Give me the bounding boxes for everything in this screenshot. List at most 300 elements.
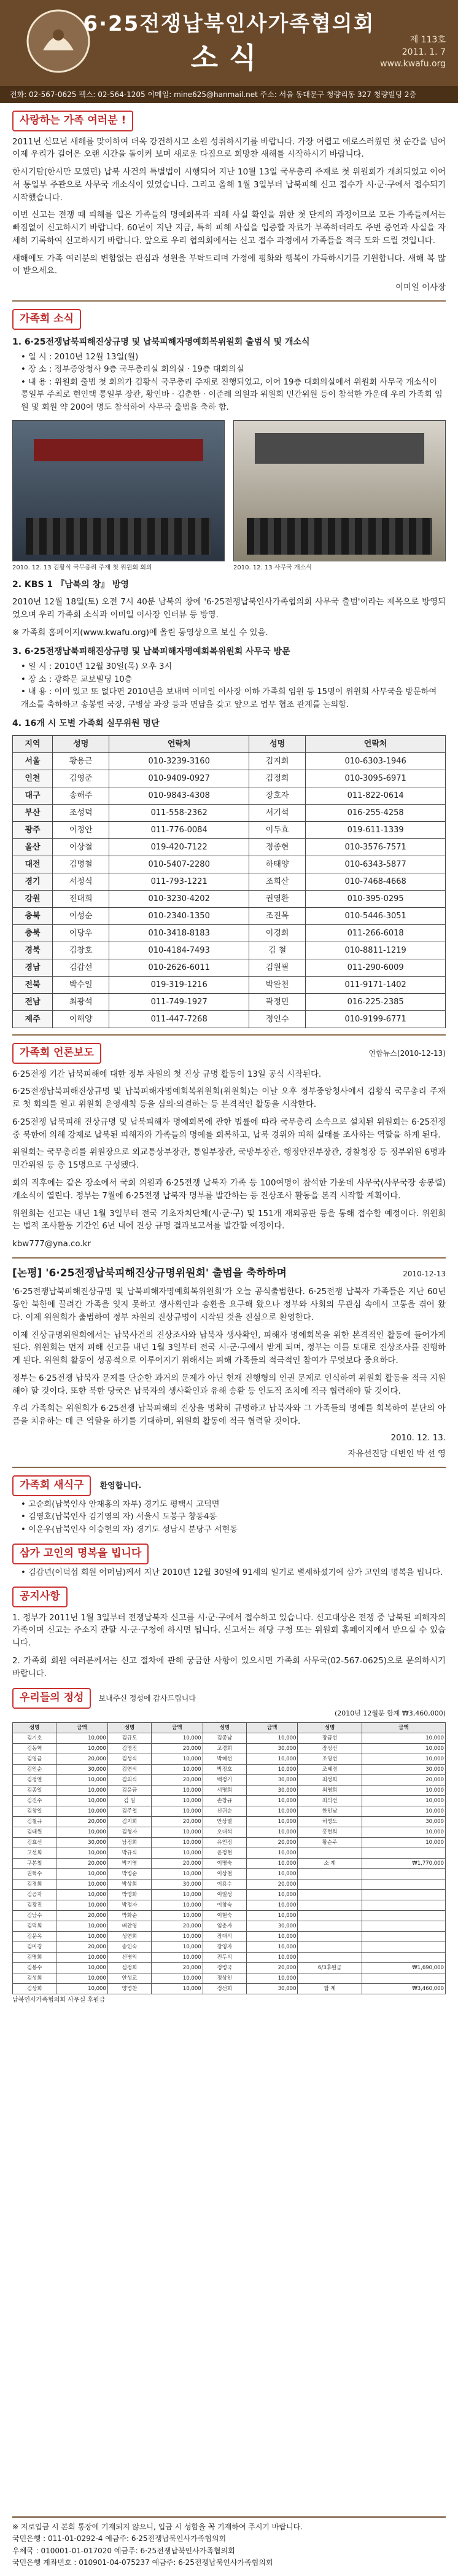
notice-item: 1. 정부가 2011년 1월 3일부터 전쟁납북자 신고를 시·군·구에서 접수하고 있습니다. 신고대상은 전쟁 중 납북된 피해자의 가족이며 신고는 주소지 관할 시·군·구청에 하시면 됩니다. 신고서는 해당 구청 또는 위원회 홈페이지에서 받으실 수 있습니다. — [12, 1613, 446, 1649]
amount-cell: 10,000 — [246, 1953, 298, 1963]
press-title: 가족회 언론보도 — [12, 1043, 101, 1064]
donor-name-cell: 임춘자 — [203, 1921, 246, 1932]
table-row — [13, 1817, 446, 1827]
table-cell: 박수일 — [53, 977, 109, 994]
donor-name-cell: 정상인 — [203, 1973, 246, 1984]
table-header: 연락처 — [306, 736, 446, 753]
amount-cell: 10,000 — [246, 1806, 298, 1817]
donor-name-cell — [298, 1932, 362, 1942]
table-row — [13, 925, 446, 942]
table-cell: 011-822-0614 — [306, 787, 446, 805]
table-row — [13, 1786, 446, 1796]
region-cell: 대구 — [13, 787, 53, 805]
table-row — [13, 1796, 446, 1806]
table-row — [13, 1754, 446, 1765]
donor-name-cell: 정선희 — [203, 1984, 246, 1994]
table-cell: 조성덕 — [53, 805, 109, 822]
table-row — [13, 1984, 446, 1994]
news-title: 가족회 소식 — [12, 309, 81, 330]
donor-name-cell: 김문옥 — [13, 1932, 56, 1942]
table-cell: 김영준 — [53, 770, 109, 787]
region-cell: 인천 — [13, 770, 53, 787]
footer-line: ※ 지로입금 시 본회 통장에 기재되지 않으니, 입금 시 성함을 꼭 기재하여 주시기 바랍니다. — [12, 2523, 303, 2532]
donor-name-cell — [298, 1953, 362, 1963]
donor-name-cell: 김경희 — [13, 1879, 56, 1890]
issue-date: 2011. 1. 7 — [402, 47, 446, 57]
region-cell: 전북 — [13, 977, 53, 994]
table-row — [13, 873, 446, 891]
amount-cell: 10,000 — [152, 1911, 203, 1921]
table-cell: 011-749-1927 — [109, 994, 249, 1011]
family-title: 가족회 새식구 — [12, 1475, 91, 1496]
table-header: 지역 — [13, 736, 53, 753]
table-cell: 011-9171-1402 — [306, 977, 446, 994]
amount-cell: 10,000 — [56, 1963, 108, 1973]
amount-cell: 10,000 — [152, 1900, 203, 1911]
amount-cell — [362, 1869, 445, 1879]
photo-block — [12, 420, 225, 572]
table-row — [13, 1932, 446, 1942]
donor-name-cell: 남정희 — [107, 1838, 151, 1848]
amount-cell: 20,000 — [56, 1817, 108, 1827]
table-row — [13, 1806, 446, 1817]
table-cell: 010-6343-5877 — [306, 856, 446, 873]
donor-name-cell: 장대식 — [203, 1932, 246, 1942]
amount-cell — [362, 1890, 445, 1900]
table-row — [13, 994, 446, 1011]
footer-line: 국민은행 : 011-01-0292-4 예금주: 6·25전쟁납북인사가족협의회 — [12, 2534, 227, 2543]
donor-name-cell: 이상철 — [203, 1869, 246, 1879]
donor-name-cell: 고경희 — [203, 1744, 246, 1754]
table-row — [13, 787, 446, 805]
contact-bar: 전화: 02-567-0625 팩스: 02-564-1205 이메일: mine625@hanmail.net 주소: 서울 동대문구 청량리동 327 청량빌딩 2층 — [0, 86, 458, 103]
donor-name-cell — [298, 1942, 362, 1953]
donor-name-cell: 장영자 — [203, 1942, 246, 1953]
family-subtitle: 환영합니다. — [99, 1481, 142, 1491]
press-source: 연합뉴스(2010-12-13) — [368, 1048, 446, 1058]
donor-name-cell — [298, 1911, 362, 1921]
table-row — [13, 856, 446, 873]
amount-cell: 20,000 — [56, 1942, 108, 1953]
committee-table — [12, 735, 446, 1028]
table-header: 성명 — [298, 1723, 362, 1733]
table-cell: 010-3418-8183 — [109, 925, 249, 942]
greeting-paragraph: 이번 신고는 전쟁 때 피해를 입은 가족들의 명예회복과 피해 사실 확인을 위한 첫 단계의 과정이므로 모든 가족들께서는 빠짐없이 신고하시기 바랍니다. 60년이 지난 지금, 특히 피해 사실을 입증할 자료가 부족하더라도 주변 증언과 사실을 자세히 기록하여 신고하시기 바랍니다. 앞으로 우리 협의회에서는 신고 접수 과정에서 가족들을 적극 도와 드릴 것입니다. — [12, 211, 446, 246]
amount-cell: 30,000 — [362, 1765, 445, 1775]
amount-cell: 10,000 — [246, 1765, 298, 1775]
amount-cell: 10,000 — [152, 1942, 203, 1953]
donor-name-cell: 김정열 — [13, 1775, 56, 1786]
table-row — [13, 1848, 446, 1859]
amount-cell: 20,000 — [362, 1775, 445, 1786]
region-cell: 충북 — [13, 925, 53, 942]
table-row — [13, 1911, 446, 1921]
table-cell: 010-4184-7493 — [109, 942, 249, 959]
table-cell: 010-2340-1350 — [109, 908, 249, 925]
amount-cell: 10,000 — [362, 1786, 445, 1796]
amount-cell: 20,000 — [56, 1859, 108, 1869]
donor-name-cell: 박정호 — [203, 1765, 246, 1775]
donor-name-cell: 김규도 — [107, 1733, 151, 1744]
donor-name-cell: 최의선 — [298, 1796, 362, 1806]
donor-name-cell: 김공자 — [13, 1890, 56, 1900]
donor-name-cell: 이용수 — [203, 1879, 246, 1890]
column-sign-date: 2010. 12. 13. — [390, 1433, 446, 1443]
donor-name-cell: 박상희 — [107, 1879, 151, 1890]
press-section — [12, 1043, 446, 1251]
amount-cell: 10,000 — [362, 1806, 445, 1817]
region-cell: 울산 — [13, 839, 53, 856]
reporter-email: kbw777@yna.co.kr — [12, 1239, 91, 1249]
footer-line: 우체국 : 010001-01-017020 예금주: 6·25전쟁납북인사가족협의회 — [12, 2546, 235, 2555]
table-cell: 김원필 — [249, 959, 306, 977]
donor-name-cell: 김철규 — [13, 1817, 56, 1827]
column-date: 2010-12-13 — [403, 1269, 446, 1278]
amount-cell: 20,000 — [152, 1921, 203, 1932]
amount-cell: 10,000 — [246, 1827, 298, 1838]
amount-cell: 10,000 — [362, 1733, 445, 1744]
table-cell: 011-793-1221 — [109, 873, 249, 891]
amount-cell: 10,000 — [152, 1827, 203, 1838]
donor-name-cell: 김외식 — [107, 1775, 151, 1786]
donor-name-cell: 조혜경 — [298, 1765, 362, 1775]
table-row — [13, 1879, 446, 1890]
amount-cell: 20,000 — [56, 1754, 108, 1765]
table-cell: 최광석 — [53, 994, 109, 1011]
amount-cell — [362, 1921, 445, 1932]
table-cell: 이해양 — [53, 1011, 109, 1028]
greeting-paragraph: 2011년 신묘년 새해를 맞이하여 더욱 강건하시고 소원 성취하시기를 바랍니다. 가장 어렵고 애로스러웠던 첫 순간을 넘어 이제 우리가 걸어온 오랜 시간을 돌이켜 보며 새로운 다짐으로 희망찬 새해를 시작하시기 바랍니다. — [12, 137, 446, 160]
table-cell: 010-5407-2280 — [109, 856, 249, 873]
donor-name-cell: 황순주 — [298, 1838, 362, 1848]
amount-cell: 10,000 — [152, 1973, 203, 1984]
news-item-note: ※ 가족회 홈페이지(www.kwafu.org)에 올린 동영상으로 보실 수 있음. — [12, 628, 268, 638]
table-cell: 010-3576-7571 — [306, 839, 446, 856]
table-cell: 019-420-7122 — [109, 839, 249, 856]
donor-name-cell: 김진수 — [13, 1796, 56, 1806]
amount-cell: 10,000 — [56, 1775, 108, 1786]
amount-cell: 20,000 — [152, 1775, 203, 1786]
amount-cell: 30,000 — [56, 1765, 108, 1775]
table-header-row — [13, 1723, 446, 1733]
donor-name-cell — [298, 1890, 362, 1900]
donor-name-cell: 김성식 — [107, 1754, 151, 1765]
amount-cell: 10,000 — [56, 1733, 108, 1744]
donor-name-cell: 김연식 — [107, 1765, 151, 1775]
column-paragraph: 정부는 6·25전쟁 납북자 문제를 단순한 과거의 문제가 아닌 현재 진행형의 인권 문제로 인식하여 위원회 활동을 적극 지원해야 할 것이다. 또한 북한 당국은 납북자의 생사확인과 유해 송환 등 인도적 조치에 적극 협력해야 할 것이다. — [12, 1373, 446, 1396]
amount-cell: 10,000 — [56, 1869, 108, 1879]
donor-name-cell: 김영금 — [13, 1754, 56, 1765]
table-header-row — [13, 736, 446, 753]
amount-cell: 30,000 — [152, 1879, 203, 1890]
donor-name-cell: 박화순 — [107, 1911, 151, 1921]
donor-name-cell: 장금선 — [298, 1733, 362, 1744]
list-item: • 고순희(납북인사 안재홍의 자부) 경기도 평택시 고덕면 — [21, 1499, 220, 1509]
amount-cell: 10,000 — [152, 1733, 203, 1744]
amount-cell: 10,000 — [152, 1786, 203, 1796]
table-cell: 011-776-0084 — [109, 822, 249, 839]
table-row — [13, 753, 446, 770]
table-cell: 장호자 — [249, 787, 306, 805]
table-row — [13, 1827, 446, 1838]
donor-name-cell: 윤정현 — [203, 1848, 246, 1859]
donor-name-cell: 박규식 — [107, 1848, 151, 1859]
donor-name-cell: 박병순 — [107, 1869, 151, 1879]
divider — [12, 300, 446, 302]
table-cell: 010-9409-0927 — [109, 770, 249, 787]
donor-name-cell: 박영화 — [107, 1890, 151, 1900]
amount-cell: 10,000 — [246, 1733, 298, 1744]
amount-cell: 10,000 — [246, 1817, 298, 1827]
table-cell: 019-319-1216 — [109, 977, 249, 994]
donor-name-cell: 6/3후원금 — [298, 1963, 362, 1973]
opening-ceremony-photo — [233, 420, 446, 561]
table-row — [13, 805, 446, 822]
table-cell: 박완천 — [249, 977, 306, 994]
region-cell: 부산 — [13, 805, 53, 822]
donor-name-cell: 김동혁 — [13, 1744, 56, 1754]
fund-section — [12, 1688, 446, 2005]
donor-name-cell: 김명진 — [107, 1744, 151, 1754]
amount-cell: 20,000 — [152, 1744, 203, 1754]
amount-cell — [362, 1942, 445, 1953]
table-cell: 이경희 — [249, 925, 306, 942]
amount-cell — [362, 1848, 445, 1859]
donor-name-cell: 송인숙 — [107, 1942, 151, 1953]
amount-cell: 10,000 — [56, 1984, 108, 1994]
press-paragraph: 회의 직후에는 같은 장소에서 국회 의원과 6·25전쟁 납북자 가족 등 100여명이 참석한 가운데 사무국(사무국장 송봉렬) 개소식이 열린다. 정부는 7월에 6·25전쟁 납북자 명부를 발간하는 등 진상조사 활동을 본격 시작할 계획이다. — [12, 1179, 446, 1201]
amount-cell: 10,000 — [56, 1900, 108, 1911]
region-cell: 강원 — [13, 891, 53, 908]
table-row — [13, 1890, 446, 1900]
amount-cell: 10,000 — [152, 1953, 203, 1963]
footer-line: 국민은행 계좌번호 : 010901-04-075237 예금주: 6·25전쟁납북인사가족협의회 — [12, 2558, 273, 2567]
donor-name-cell — [298, 1921, 362, 1932]
table-cell: 김지희 — [249, 753, 306, 770]
table-row — [13, 1859, 446, 1869]
region-cell: 서울 — [13, 753, 53, 770]
table-cell: 김명철 — [53, 856, 109, 873]
notice-item: 2. 가족회 회원 여러분께서는 신고 절차에 관해 궁금한 사항이 있으시면 가족회 사무국(02-567-0625)으로 문의하시기 바랍니다. — [12, 1656, 446, 1679]
press-paragraph: 6·25전쟁 기간 납북피해에 대한 정부 차원의 첫 진상 규명 활동이 13일 공식 시작된다. — [12, 1069, 322, 1079]
donor-name-cell: 손창규 — [203, 1796, 246, 1806]
table-cell: 정종현 — [249, 839, 306, 856]
news-item-list — [12, 661, 446, 711]
fund-title: 우리들의 정성 — [12, 1688, 91, 1709]
amount-cell: 10,000 — [362, 1838, 445, 1848]
donor-name-cell: 신병익 — [107, 1953, 151, 1963]
amount-cell: 10,000 — [246, 1754, 298, 1765]
amount-cell: 10,000 — [56, 1953, 108, 1963]
amount-cell: 10,000 — [56, 1890, 108, 1900]
table-header: 금액 — [56, 1723, 108, 1733]
table-cell: 조진목 — [249, 908, 306, 925]
press-paragraph: 위원회는 신고는 내년 1월 3일부터 전국 기초자치단체(시·군·구) 및 151개 재외공관 등을 통해 접수할 예정이다. 위원회는 법적 조사활동 기간인 6년 내에 진상 규명 결과보고서를 발간할 예정이다. — [12, 1209, 446, 1231]
amount-cell: 30,000 — [362, 1817, 445, 1827]
family-section — [12, 1475, 446, 1536]
condolence-title: 삼가 고인의 명복을 빕니다 — [12, 1544, 149, 1564]
list-item: • 내 용 : 이미 있고 또 없다면 2010년을 보내며 이미일 이사장 이하 가족회 임원 등 15명이 위원회 사무국을 방문하여 개소를 축하하고 송봉렬 국장, 구병삼 과장 등과 면담을 갖고 앞으로 업무 협조 관계를 논의함. — [21, 687, 437, 709]
table-cell: 011-266-6018 — [306, 925, 446, 942]
donor-name-cell: 김명희 — [13, 1953, 56, 1963]
greeting-paragraph: 새해에도 가족 여러분의 변함없는 관심과 성원을 부탁드리며 가정에 평화와 행복이 가득하시기를 기원합니다. 새해 복 많이 받으세요. — [12, 254, 446, 276]
fund-table — [12, 1722, 446, 1994]
table-cell: 곽정민 — [249, 994, 306, 1011]
table-header: 금액 — [152, 1723, 203, 1733]
donor-name-cell: 김형자 — [107, 1827, 151, 1838]
amount-cell: 10,000 — [246, 1911, 298, 1921]
table-row — [13, 1838, 446, 1848]
table-cell: 김정희 — [249, 770, 306, 787]
donor-name-cell: 김윤금 — [107, 1786, 151, 1796]
table-cell: 송해주 — [53, 787, 109, 805]
table-row — [13, 1963, 446, 1973]
amount-cell: 10,000 — [152, 1754, 203, 1765]
amount-cell: 10,000 — [246, 1796, 298, 1806]
press-paragraph: 6·25전쟁 납북피해 진상규명 및 납북피해자 명예회복에 관한 법률에 따라 국무총리 소속으로 설치된 위원회는 6·25전쟁 중 북한에 의해 강제로 납북된 피해자와 가족들의 명예를 회복하고, 납북 경위와 피해 실태를 조사하는 역할을 하게 된다. — [12, 1117, 446, 1140]
amount-cell: 10,000 — [152, 1869, 203, 1879]
amount-cell: 10,000 — [362, 1744, 445, 1754]
table-cell: 010-3239-3160 — [109, 753, 249, 770]
table-cell: 서정식 — [53, 873, 109, 891]
donor-name-cell: 김상희 — [13, 1984, 56, 1994]
table-row — [13, 1869, 446, 1879]
news-item-heading: 1. 6·25전쟁납북피해진상규명 및 납북피해자명예회복위원회 출범식 및 개소식 — [12, 337, 310, 347]
table-row — [13, 1973, 446, 1984]
region-cell: 대전 — [13, 856, 53, 873]
amount-cell — [362, 1953, 445, 1963]
amount-cell: 10,000 — [56, 1786, 108, 1796]
donor-name-cell: 김봉수 — [13, 1963, 56, 1973]
donor-name-cell: 이창숙 — [203, 1900, 246, 1911]
amount-cell: 10,000 — [152, 1848, 203, 1859]
table-row — [13, 1900, 446, 1911]
region-cell: 전남 — [13, 994, 53, 1011]
greeting-signature: 이미일 이사장 — [395, 283, 446, 293]
table-header: 성명 — [107, 1723, 151, 1733]
table-cell: 019-611-1339 — [306, 822, 446, 839]
amount-cell: 30,000 — [246, 1775, 298, 1786]
amount-cell: 10,000 — [56, 1921, 108, 1932]
table-cell: 황용근 — [53, 753, 109, 770]
column-section — [12, 1266, 446, 1461]
amount-cell: 10,000 — [56, 1796, 108, 1806]
donor-name-cell: 김창일 — [13, 1806, 56, 1817]
donor-name-cell: 이현숙 — [203, 1911, 246, 1921]
amount-cell: 10,000 — [56, 1827, 108, 1838]
table-cell: 011-290-6009 — [306, 959, 446, 977]
amount-cell — [362, 1973, 445, 1984]
amount-cell: 10,000 — [56, 1744, 108, 1754]
amount-cell: 10,000 — [362, 1827, 445, 1838]
table-row — [13, 1921, 446, 1932]
donor-name-cell — [298, 1900, 362, 1911]
press-paragraph: 위원회는 국무총리를 위원장으로 외교통상부장관, 통일부장관, 국방부장관, 행정안전부장관, 경찰청장 등 정부위원 6명과 민간위원 등 총 15명으로 구성됐다. — [12, 1148, 446, 1171]
table-cell: 010-3230-4202 — [109, 891, 249, 908]
amount-cell: 10,000 — [56, 1879, 108, 1890]
press-paragraph: 6·25전쟁납북피해진상규명 및 납북피해자명예회복위원회(위원회)는 이날 오후 정부중앙청사에서 김황식 국무총리 주재로 첫 회의를 열고 위원회 운영세칙 등을 심의·의결하는 등 본격적인 활동을 시작한다. — [12, 1087, 446, 1110]
amount-cell: 10,000 — [246, 1932, 298, 1942]
donor-name-cell: 허영도 — [298, 1817, 362, 1827]
family-list — [12, 1499, 446, 1536]
table-cell: 이두효 — [249, 822, 306, 839]
donor-name-cell: 김종남 — [203, 1733, 246, 1744]
table-cell: 010-3095-6971 — [306, 770, 446, 787]
amount-cell: 20,000 — [152, 1963, 203, 1973]
donor-name-cell — [298, 1869, 362, 1879]
table-cell: 010-5446-3051 — [306, 908, 446, 925]
table-header: 연락처 — [109, 736, 249, 753]
amount-cell: 30,000 — [56, 1838, 108, 1848]
amount-cell: 20,000 — [56, 1911, 108, 1921]
donor-name-cell: 소 계 — [298, 1859, 362, 1869]
amount-cell: 10,000 — [246, 1848, 298, 1859]
fund-remark: 납북인사가족협의회 사무실 후원금 — [12, 1997, 106, 2004]
amount-cell: 20,000 — [152, 1859, 203, 1869]
list-item: • 내 용 : 위원회 출범 첫 회의가 김황식 국무총리 주재로 진행되었고, 이어 19층 대회의실에서 위원회 사무국 개소식이 통일부 주최로 현인택 통일부 장관, 황인바 · 김춘한 · 이준례 의원과 위원회 민간위원 등이 참석한 가운데 우리 가족회 임원 및 회원 약 200여 명도 참석하여 사무국 출범을 축하 함. — [21, 377, 443, 412]
website-link[interactable]: www.kwafu.org — [380, 59, 446, 69]
table-row — [13, 1011, 446, 1028]
amount-cell: 20,000 — [246, 1838, 298, 1848]
region-cell: 제주 — [13, 1011, 53, 1028]
column-paragraph: '6·25전쟁납북피해진상규명 및 납북피해자명예회복위원회'가 오늘 공식출범한다. 6·25전쟁 납북자 가족들은 지난 60년 동안 북한에 끌려간 가족을 잊지 못하고 생사확인과 송환을 요구해 왔으나 정부와 사회의 무관심 속에서 고통을 겪어 왔다. 이제 위원회가 출범하여 정부 차원의 진상규명이 시작된 것을 진심으로 환영한다. — [12, 1287, 446, 1322]
newsletter-title: 소식 — [190, 41, 268, 74]
amount-cell: 10,000 — [246, 1942, 298, 1953]
table-cell: 010-9843-4308 — [109, 787, 249, 805]
committee-table-body — [13, 753, 446, 1028]
donor-name-cell: 박혜선 — [203, 1754, 246, 1765]
donor-name-cell: 안상열 — [203, 1817, 246, 1827]
amount-cell: 30,000 — [246, 1984, 298, 1994]
table-row — [13, 942, 446, 959]
list-item: • 장 소 : 광화문 교보빌딩 10층 — [21, 674, 133, 684]
amount-cell: 10,000 — [246, 1973, 298, 1984]
donor-name-cell: 최영희 — [298, 1786, 362, 1796]
column-paragraph: 우리 가족회는 위원회가 6·25전쟁 납북피해의 진상을 명확히 규명하고 납북자와 그 가족들의 명예를 회복하여 분단의 아픔을 치유하는 데 큰 역할을 하기를 기대하며, 위원회 활동에 적극 협력할 것이다. — [12, 1404, 446, 1427]
donor-name-cell: 박정자 — [107, 1900, 151, 1911]
table-row — [13, 1744, 446, 1754]
donor-name-cell: 김남수 — [13, 1911, 56, 1921]
divider — [12, 1257, 446, 1259]
issue-info — [380, 34, 446, 71]
amount-cell: 10,000 — [152, 1838, 203, 1848]
region-cell: 충북 — [13, 908, 53, 925]
table-cell: 010-395-0295 — [306, 891, 446, 908]
amount-cell: 10,000 — [152, 1984, 203, 1994]
table-cell: 011-558-2362 — [109, 805, 249, 822]
amount-cell: 10,000 — [246, 1890, 298, 1900]
amount-cell: ₩1,770,000 — [362, 1859, 445, 1869]
photo-caption: 2010. 12. 13 김황식 국무총리 주재 첫 위원회 회의 — [12, 564, 152, 572]
news-item-heading: 2. KBS 1 『남북의 창』 방영 — [12, 580, 129, 590]
table-cell: 권영환 — [249, 891, 306, 908]
table-cell: 서기석 — [249, 805, 306, 822]
table-header: 금액 — [246, 1723, 298, 1733]
greeting-title: 사랑하는 가족 여러분 ! — [12, 111, 133, 131]
amount-cell: 10,000 — [246, 1869, 298, 1879]
amount-cell: 10,000 — [152, 1806, 203, 1817]
table-row — [13, 839, 446, 856]
amount-cell: 10,000 — [362, 1796, 445, 1806]
donor-name-cell: 조영선 — [298, 1754, 362, 1765]
donor-name-cell: 이명숙 — [203, 1859, 246, 1869]
table-row — [13, 1953, 446, 1963]
donor-name-cell: 김성희 — [13, 1973, 56, 1984]
newsletter-header — [0, 0, 458, 86]
donor-name-cell: 김지희 — [107, 1817, 151, 1827]
donor-name-cell: 서명희 — [203, 1786, 246, 1796]
donor-name-cell: 권혁수 — [13, 1869, 56, 1879]
